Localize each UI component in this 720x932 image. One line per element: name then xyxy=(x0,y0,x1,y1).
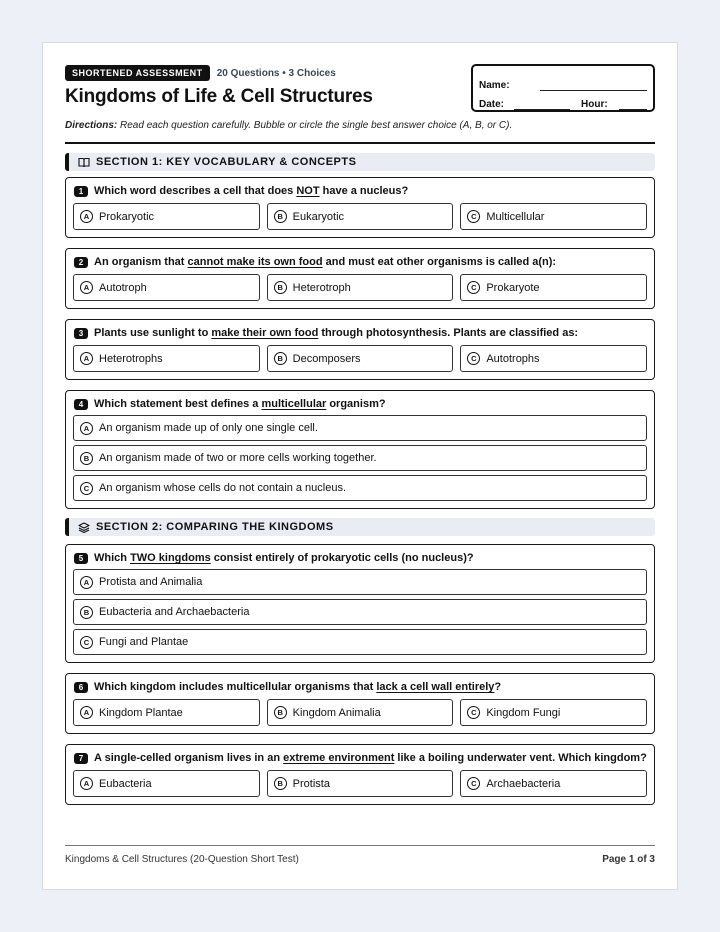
section-title: SECTION 2: COMPARING THE KINGDOMS xyxy=(96,521,334,533)
question-stem xyxy=(73,326,647,340)
bubble-c[interactable]: C xyxy=(80,482,93,495)
answer-choice-b[interactable] xyxy=(267,770,454,797)
answer-choice-b[interactable] xyxy=(267,274,454,301)
choice-text: Fungi and Plantae xyxy=(99,636,189,648)
bubble-a[interactable]: A xyxy=(80,210,93,223)
question-4 xyxy=(65,390,655,509)
answer-choices xyxy=(73,569,647,655)
choice-text: An organism made up of only one single cell. xyxy=(99,422,318,434)
answer-choice-c[interactable] xyxy=(460,274,647,301)
question-text: Which word describes a cell that does NOT have a nucleus? xyxy=(94,185,409,197)
question-stem xyxy=(73,255,647,269)
answer-choice-c[interactable] xyxy=(460,699,647,726)
answer-choice-c[interactable] xyxy=(73,629,647,655)
question-count: 20 Questions • 3 Choices xyxy=(216,67,336,79)
choice-text: Kingdom Plantae xyxy=(99,706,183,719)
answer-choices xyxy=(73,203,647,230)
bubble-b[interactable]: B xyxy=(274,352,287,365)
choice-text: Eukaryotic xyxy=(292,210,345,223)
answer-choice-a[interactable] xyxy=(73,699,260,726)
question-number: 4 xyxy=(74,399,88,410)
answer-choices xyxy=(73,274,647,301)
answer-choice-c[interactable] xyxy=(73,475,647,501)
answer-choices xyxy=(73,415,647,501)
bubble-a[interactable]: A xyxy=(80,281,93,294)
bubble-b[interactable]: B xyxy=(274,706,287,719)
question-text: A single-celled organism lives in an extreme environment like a boiling underwater vent. Which kingdom? xyxy=(94,752,647,764)
bubble-c[interactable]: C xyxy=(467,352,480,365)
section-header-1 xyxy=(65,153,655,171)
bubble-a[interactable]: A xyxy=(80,706,93,719)
choice-text: Autotrophs xyxy=(486,352,540,365)
bubble-a[interactable]: A xyxy=(80,777,93,790)
question-text: Plants use sunlight to make their own food through photosynthesis. Plants are classified as: xyxy=(94,327,579,339)
footer-title: Kingdoms & Cell Structures (20-Question Short Test) xyxy=(65,854,299,865)
directions-text: Read each question carefully. Bubble or circle the single best answer choice (A, B, or C). xyxy=(117,120,513,131)
worksheet-page xyxy=(42,42,678,890)
layers-icon xyxy=(78,522,90,533)
bubble-a[interactable]: A xyxy=(80,576,93,589)
choice-text: Heterotroph xyxy=(292,281,351,294)
choice-text: An organism whose cells do not contain a nucleus. xyxy=(99,482,347,494)
bubble-b[interactable]: B xyxy=(274,210,287,223)
answer-choice-a[interactable] xyxy=(73,415,647,441)
section-header-2 xyxy=(65,518,655,536)
question-stem xyxy=(73,397,647,411)
page-footer xyxy=(65,845,655,865)
choice-text: Eubacteria xyxy=(99,777,152,790)
name-field[interactable] xyxy=(540,81,647,91)
question-number: 3 xyxy=(74,328,88,339)
bubble-b[interactable]: B xyxy=(80,452,93,465)
question-number: 2 xyxy=(74,257,88,268)
section-title: SECTION 1: KEY VOCABULARY & CONCEPTS xyxy=(96,156,357,168)
question-number: 7 xyxy=(74,753,88,764)
directions xyxy=(65,120,655,144)
choice-text: Autotroph xyxy=(99,281,147,294)
answer-choice-b[interactable] xyxy=(73,599,647,625)
answer-choice-b[interactable] xyxy=(73,445,647,471)
answer-choices xyxy=(73,345,647,372)
student-info-box xyxy=(471,64,655,112)
bubble-c[interactable]: C xyxy=(80,636,93,649)
choice-text: Heterotrophs xyxy=(99,352,163,365)
answer-choice-b[interactable] xyxy=(267,203,454,230)
question-stem xyxy=(73,751,647,765)
answer-choice-c[interactable] xyxy=(460,345,647,372)
bubble-a[interactable]: A xyxy=(80,352,93,365)
choice-text: An organism made of two or more cells working together. xyxy=(99,452,377,464)
choice-text: Decomposers xyxy=(292,352,361,365)
choice-text: Kingdom Fungi xyxy=(486,706,561,719)
page-title: Kingdoms of Life & Cell Structures xyxy=(65,86,373,107)
question-2 xyxy=(65,248,655,309)
question-number: 5 xyxy=(74,553,88,564)
answer-choices xyxy=(73,699,647,726)
question-1 xyxy=(65,177,655,238)
name-row xyxy=(479,72,647,91)
answer-choice-a[interactable] xyxy=(73,770,260,797)
question-stem xyxy=(73,680,647,694)
hour-field[interactable] xyxy=(619,100,647,110)
question-6 xyxy=(65,673,655,734)
question-7 xyxy=(65,744,655,805)
question-text: An organism that cannot make its own food and must eat other organisms is called a(n): xyxy=(94,256,557,268)
answer-choice-a[interactable] xyxy=(73,274,260,301)
answer-choices xyxy=(73,770,647,797)
directions-label: Directions: xyxy=(65,120,118,131)
date-field[interactable] xyxy=(514,100,570,110)
hour-label: Hour: xyxy=(581,99,608,110)
choice-text: Protista xyxy=(292,777,330,790)
date-hour-row xyxy=(479,91,647,110)
choice-text: Protista and Animalia xyxy=(99,576,203,588)
answer-choice-a[interactable] xyxy=(73,345,260,372)
answer-choice-b[interactable] xyxy=(267,699,454,726)
bubble-b[interactable]: B xyxy=(274,281,287,294)
book-icon xyxy=(78,157,90,168)
bubble-c[interactable]: C xyxy=(467,706,480,719)
choice-text: Eubacteria and Archaebacteria xyxy=(99,606,250,618)
answer-choice-c[interactable] xyxy=(460,770,647,797)
question-text: Which kingdom includes multicellular organisms that lack a cell wall entirely? xyxy=(94,681,502,693)
name-label: Name: xyxy=(479,80,510,91)
bubble-b[interactable]: B xyxy=(274,777,287,790)
bubble-c[interactable]: C xyxy=(467,210,480,223)
choice-text: Archaebacteria xyxy=(486,777,561,790)
bubble-a[interactable]: A xyxy=(80,422,93,435)
question-3 xyxy=(65,319,655,380)
answer-choice-a[interactable] xyxy=(73,203,260,230)
bubble-c[interactable]: C xyxy=(467,777,480,790)
choice-text: Multicellular xyxy=(486,210,545,223)
assessment-badge: SHORTENED ASSESSMENT xyxy=(65,65,210,81)
question-text: Which statement best defines a multicellular organism? xyxy=(94,398,386,410)
page-number: Page 1 of 3 xyxy=(602,854,655,865)
date-label: Date: xyxy=(479,99,505,110)
answer-choice-c[interactable] xyxy=(460,203,647,230)
choice-text: Kingdom Animalia xyxy=(292,706,381,719)
bubble-c[interactable]: C xyxy=(467,281,480,294)
header xyxy=(65,65,655,113)
question-number: 1 xyxy=(74,186,88,197)
question-number: 6 xyxy=(74,682,88,693)
answer-choice-a[interactable] xyxy=(73,569,647,595)
question-5 xyxy=(65,544,655,663)
answer-choice-b[interactable] xyxy=(267,345,454,372)
choice-text: Prokaryote xyxy=(486,281,540,294)
question-stem xyxy=(73,184,647,198)
choice-text: Prokaryotic xyxy=(99,210,155,223)
question-stem xyxy=(73,551,647,565)
question-text: Which TWO kingdoms consist entirely of prokaryotic cells (no nucleus)? xyxy=(94,552,474,564)
bubble-b[interactable]: B xyxy=(80,606,93,619)
